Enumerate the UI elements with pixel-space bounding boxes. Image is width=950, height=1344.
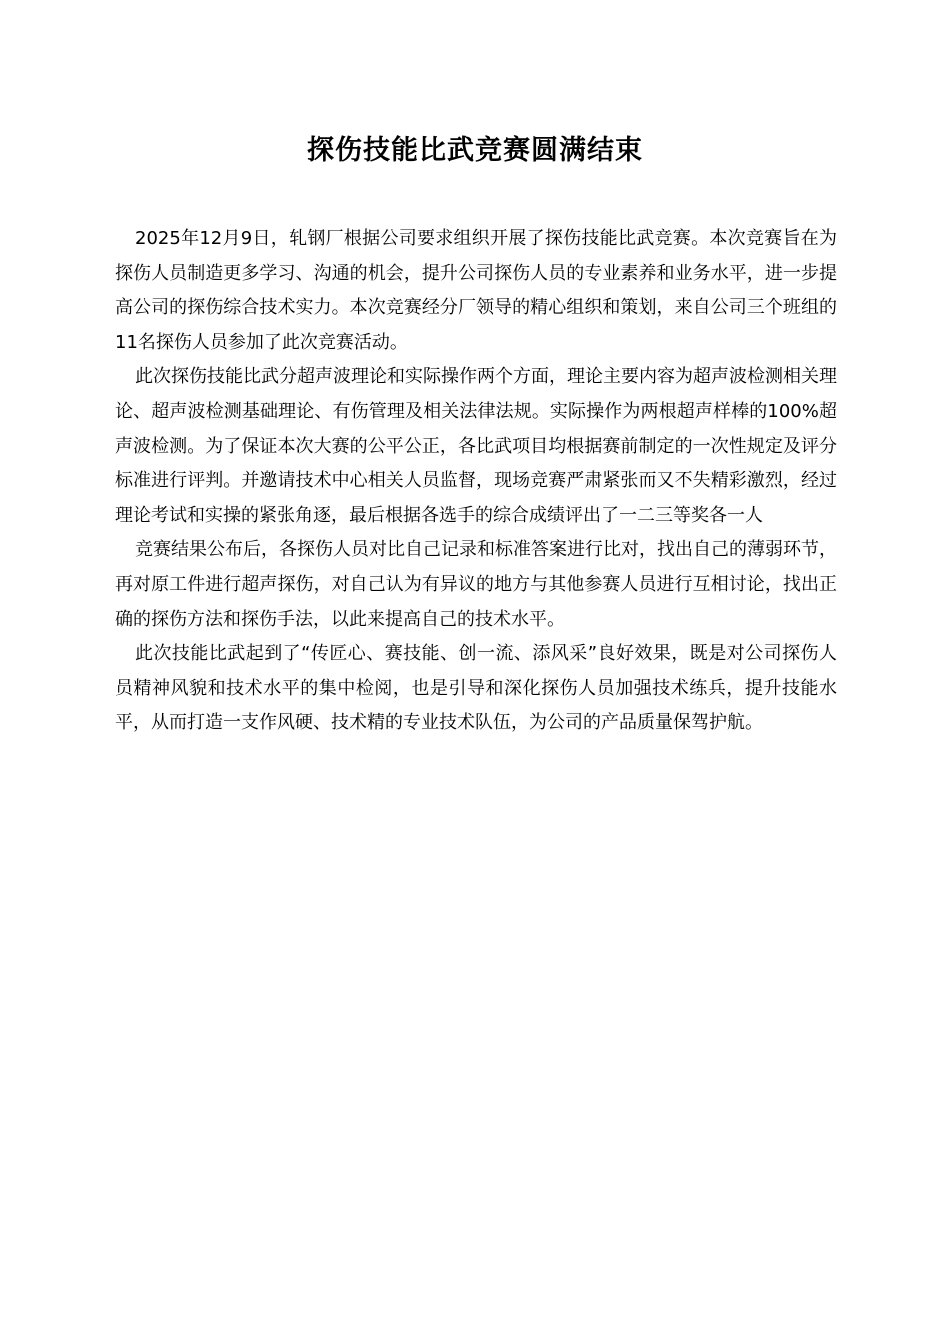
paragraph-significance: 此次技能比武起到了“传匠心、赛技能、创一流、添风采”良好效果，既是对公司探伤人员精神风貌和技术水平的集中检阅，也是引导和深化探伤人员加强技术练兵，提升技能水平，从而打造一支作风硬、技术精的专业技术队伍，为公司的产品质量保驾护航。: [115, 643, 837, 734]
document-title: 探伤技能比武竞赛圆满结束: [307, 135, 643, 166]
paragraph-competition-overview: 2025年12月9日，轧钢厂根据公司要求组织开展了探伤技能比武竞赛。本次竞赛旨在为探伤人员制造更多学习、沟通的机会，提升公司探伤人员的专业素养和业务水平，进一步提高公司的探伤综合技术实力。本次竞赛经分厂领导的精心组织和策划，来自公司三个班组的11名探伤人员参加了此次竞赛活动。: [115, 228, 837, 353]
document-body: [115, 222, 837, 741]
paragraph-competition-content: 此次探伤技能比武分超声波理论和实际操作两个方面，理论主要内容为超声波检测相关理论、超声波检测基础理论、有伤管理及相关法律法规。实际操作为两根超声样棒的100%超声波检测。为了保证本次大赛的公平公正，各比武项目均根据赛前制定的一次性规定及评分标准进行评判。并邀请技术中心相关人员监督，现场竞赛严肃紧张而又不失精彩激烈，经过理论考试和实操的紧张角逐，最后根据各选手的综合成绩评出了一二三等奖各一人: [115, 366, 837, 526]
paragraph-results-review: 竞赛结果公布后，各探伤人员对比自己记录和标准答案进行比对，找出自己的薄弱环节，再对原工件进行超声探伤，对自己认为有异议的地方与其他参赛人员进行互相讨论，找出正确的探伤方法和探伤手法，以此来提高自己的技术水平。: [115, 539, 837, 630]
